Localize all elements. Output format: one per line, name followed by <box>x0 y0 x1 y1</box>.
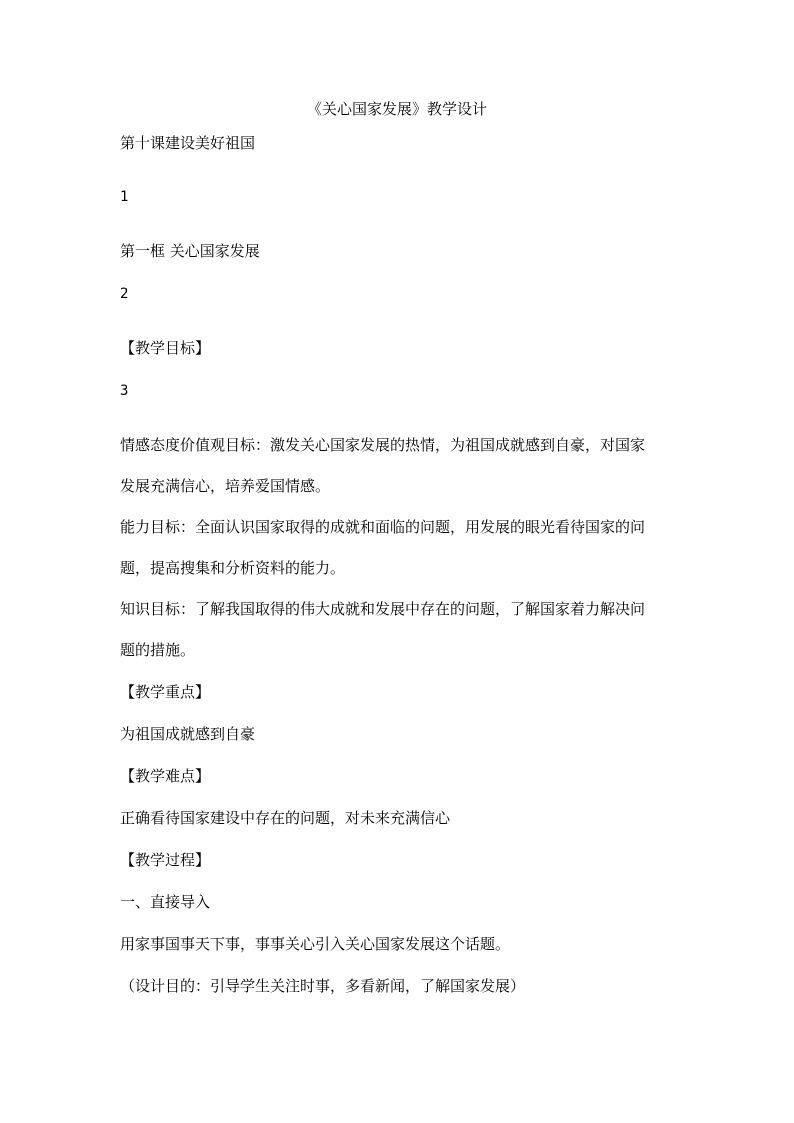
marker-1: 1 <box>120 189 129 205</box>
heading-teaching-process: 【教学过程】 <box>120 851 211 869</box>
key-point-text: 为祖国成就感到自豪 <box>120 725 256 743</box>
step-1-purpose: （设计目的：引导学生关注时事，多看新闻，了解国家发展） <box>120 977 526 995</box>
goal-knowledge-line-2: 题的措施。 <box>120 641 196 659</box>
document-title: 《关心国家发展》教学设计 <box>306 100 487 118</box>
section-title: 第一框 关心国家发展 <box>120 242 260 260</box>
goal-knowledge-line-1: 知识目标：了解我国取得的伟大成就和发展中存在的问题，了解国家着力解决问 <box>120 600 646 618</box>
marker-2: 2 <box>120 286 129 302</box>
lesson-title: 第十课建设美好祖国 <box>120 134 256 152</box>
marker-3: 3 <box>120 383 129 399</box>
heading-goals: 【教学目标】 <box>120 339 211 357</box>
goal-ability-line-2: 题，提高搜集和分析资料的能力。 <box>120 559 346 577</box>
goal-emotion-line-1: 情感态度价值观目标：激发关心国家发展的热情，为祖国成就感到自豪，对国家 <box>120 436 646 454</box>
heading-difficult-point: 【教学难点】 <box>120 767 211 785</box>
goal-emotion-line-2: 发展充满信心，培养爱国情感。 <box>120 477 331 495</box>
step-1-title: 一、直接导入 <box>120 893 211 911</box>
step-1-text: 用家事国事天下事，事事关心引入关心国家发展这个话题。 <box>120 935 511 953</box>
heading-key-point: 【教学重点】 <box>120 683 211 701</box>
goal-ability-line-1: 能力目标：全面认识国家取得的成就和面临的问题，用发展的眼光看待国家的问 <box>120 518 646 536</box>
difficult-point-text: 正确看待国家建设中存在的问题，对未来充满信心 <box>120 809 451 827</box>
